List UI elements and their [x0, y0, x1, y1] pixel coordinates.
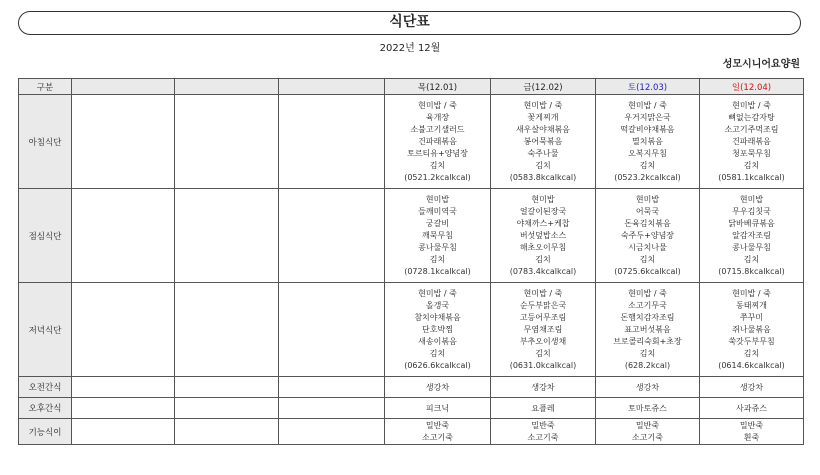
menu-item: 소고기주먹조림 — [724, 124, 779, 134]
functional-diet-cell — [596, 419, 700, 445]
empty-cell — [279, 419, 385, 445]
menu-item: 소고기죽 — [632, 433, 663, 443]
menu-item: 현미밥 / 죽 — [523, 100, 563, 110]
functional-diet-cell — [700, 419, 804, 445]
menu-item: 참치야채볶음 — [414, 312, 461, 322]
meal-label: 점심식단 — [19, 189, 72, 283]
empty-cell — [279, 377, 385, 398]
menu-item: 무염채조림 — [523, 324, 563, 334]
menu-item: 표고버섯볶음 — [624, 324, 671, 334]
empty-cell — [175, 95, 279, 189]
calorie-value: (0614.6kcalkcal) — [718, 361, 785, 371]
snack-cell: 생강차 — [700, 377, 804, 398]
header-row — [19, 79, 804, 95]
menu-item: 무우김칫국 — [732, 206, 771, 216]
empty-cell — [72, 398, 175, 419]
menu-item: 김치 — [429, 255, 446, 265]
menu-item: 닭바베큐볶음 — [728, 218, 775, 228]
menu-item: 단호박찜 — [422, 324, 453, 334]
menu-item: 현미밥 — [739, 194, 764, 204]
menu-item: 깨묵무침 — [422, 230, 453, 240]
menu-cell — [596, 189, 700, 283]
dinner-row — [19, 283, 804, 377]
menu-item: 김치 — [429, 161, 446, 171]
menu-item: 고등어무조림 — [519, 312, 567, 322]
menu-item: 현미밥 — [531, 194, 555, 204]
menu-item: 뼈없는감자탕 — [728, 112, 775, 122]
menu-item: 봉어묵볶음 — [523, 136, 563, 146]
menu-item: 김치 — [743, 255, 760, 265]
calorie-value: (0715.8kcalkcal) — [718, 267, 785, 277]
menu-item: 꽃게찌개 — [527, 112, 559, 122]
menu-item: 올갱국 — [425, 300, 450, 310]
calorie-value: (0581.1kcalkcal) — [718, 173, 785, 183]
menu-item: 쥐나물볶음 — [732, 324, 771, 334]
menu-item: 우거지맑은국 — [624, 112, 671, 122]
menu-item: 현미밥 / 죽 — [418, 100, 457, 110]
menu-item: 소고기죽 — [527, 433, 559, 443]
menu-cell — [385, 189, 491, 283]
breakfast-row — [19, 95, 804, 189]
morning-snack-row — [19, 377, 804, 398]
menu-date: 2022년 12월 — [379, 43, 441, 54]
empty-cell — [175, 419, 279, 445]
menu-cell — [385, 95, 491, 189]
menu-item: 건파래볶음 — [418, 136, 457, 146]
menu-item: 들깨미역국 — [418, 206, 457, 216]
menu-item: 김치 — [639, 255, 656, 265]
menu-item: 소고기죽 — [422, 433, 453, 443]
menu-item: 버섯덮밥소스 — [519, 230, 567, 240]
menu-item: 쭈꾸미 — [739, 312, 764, 322]
menu-item: 멸치볶음 — [632, 136, 663, 146]
snack-label: 오전간식 — [19, 377, 72, 398]
menu-item: 야채까스+케찹 — [516, 218, 570, 228]
menu-item: 밀반죽 — [531, 421, 555, 430]
menu-cell — [596, 95, 700, 189]
menu-item: 토르티유+양념장 — [407, 149, 468, 159]
empty-cell — [279, 95, 385, 189]
snack-cell: 생강차 — [491, 377, 596, 398]
menu-item: 김치 — [743, 349, 760, 359]
empty-cell — [72, 283, 175, 377]
calorie-value: (0783.4kcalkcal) — [509, 267, 577, 277]
menu-item: 청포묵무침 — [732, 149, 771, 159]
menu-item: 김치 — [535, 161, 551, 171]
menu-item: 밀반죽 — [425, 421, 450, 430]
day-header-sat: 토(12.03) — [596, 79, 700, 95]
menu-item: 현미밥 / 죽 — [732, 288, 771, 298]
afternoon-snack-row — [19, 398, 804, 419]
menu-item: 현미밥 — [635, 194, 660, 204]
calorie-value: (0728.1kcalkcal) — [404, 267, 471, 277]
empty-cell — [175, 398, 279, 419]
menu-item: 건파래볶음 — [732, 136, 771, 146]
menu-cell — [491, 283, 596, 377]
meal-label: 저녁식단 — [19, 283, 72, 377]
snack-cell: 생강차 — [385, 377, 491, 398]
menu-cell — [700, 283, 804, 377]
empty-day-header — [175, 79, 279, 95]
menu-item: 흰죽 — [743, 433, 760, 443]
empty-day-header — [72, 79, 175, 95]
empty-cell — [72, 377, 175, 398]
menu-cell — [491, 95, 596, 189]
meal-label: 아침식단 — [19, 95, 72, 189]
calorie-value: (0725.6kcalkcal) — [614, 267, 681, 277]
menu-cell — [700, 95, 804, 189]
menu-item: 떡갈비야채볶음 — [620, 124, 675, 134]
meal-plan-table — [18, 78, 804, 445]
day-header-fri: 금(12.02) — [491, 79, 596, 95]
menu-item: 소고기무국 — [628, 300, 667, 310]
snack-cell: 생강차 — [596, 377, 700, 398]
menu-item: 동태찌개 — [736, 300, 767, 310]
menu-item: 새송이볶음 — [418, 337, 457, 347]
menu-item: 궁갈비 — [425, 218, 450, 228]
menu-item: 시금치나물 — [628, 243, 667, 253]
snack-label: 오후간식 — [19, 398, 72, 419]
calorie-value: (0631.0kcalkcal) — [509, 361, 577, 371]
calorie-value: (628.2kcal) — [624, 361, 671, 371]
empty-cell — [175, 283, 279, 377]
menu-item: 김치 — [535, 255, 551, 265]
menu-item: 밀반죽 — [739, 421, 764, 430]
lunch-row — [19, 189, 804, 283]
menu-item: 육개장 — [425, 112, 450, 122]
snack-cell: 요플레 — [491, 398, 596, 419]
menu-item: 현미밥 / 죽 — [628, 100, 667, 110]
menu-cell — [491, 189, 596, 283]
snack-cell: 토마토쥬스 — [596, 398, 700, 419]
menu-item: 콩나물무침 — [732, 243, 771, 253]
empty-cell — [72, 189, 175, 283]
menu-item: 김치 — [429, 349, 446, 359]
empty-cell — [175, 189, 279, 283]
menu-item: 김치 — [639, 349, 656, 359]
menu-item: 해초오이무침 — [519, 243, 567, 253]
functional-diet-cell — [491, 419, 596, 445]
menu-cell — [700, 189, 804, 283]
menu-item: 현미밥 / 죽 — [628, 288, 667, 298]
menu-item: 현미밥 — [425, 194, 450, 204]
menu-cell — [596, 283, 700, 377]
menu-cell — [385, 283, 491, 377]
functional-diet-row — [19, 419, 804, 445]
menu-item: 콩나물무침 — [418, 243, 457, 253]
page-title: 식단표 — [18, 11, 801, 35]
menu-item: 김치 — [743, 161, 760, 171]
empty-cell — [279, 189, 385, 283]
menu-item: 현미밥 / 죽 — [523, 288, 563, 298]
functional-diet-cell — [385, 419, 491, 445]
empty-cell — [279, 283, 385, 377]
corner-label: 구분 — [19, 79, 72, 95]
day-header-sun: 일(12.04) — [700, 79, 804, 95]
calorie-value: (0626.6kcalkcal) — [404, 361, 471, 371]
menu-item: 소불고기샐러드 — [410, 124, 465, 134]
menu-item: 돈햄치감자조림 — [620, 312, 675, 322]
facility-name: 성모시니어요양원 — [722, 59, 800, 70]
menu-item: 쑥갓두부무침 — [728, 337, 775, 347]
menu-item: 돈육김치볶음 — [624, 218, 671, 228]
menu-item: 밀반죽 — [635, 421, 660, 430]
empty-day-header — [279, 79, 385, 95]
menu-item: 순두부맑은국 — [519, 300, 567, 310]
menu-item: 김치 — [535, 349, 551, 359]
functional-diet-label: 기능식이 — [19, 419, 72, 445]
empty-cell — [72, 95, 175, 189]
calorie-value: (0521.2kcalkcal) — [404, 173, 471, 183]
menu-item: 숙주두+양념장 — [620, 230, 675, 240]
menu-item: 새우살야채볶음 — [515, 124, 571, 134]
day-header-thu: 목(12.01) — [385, 79, 491, 95]
menu-item: 숙주나물 — [527, 149, 559, 159]
menu-item: 현미밥 / 죽 — [732, 100, 771, 110]
menu-item: 부추오이생채 — [519, 337, 567, 347]
empty-cell — [72, 419, 175, 445]
empty-cell — [175, 377, 279, 398]
menu-item: 어묵국 — [635, 206, 660, 216]
calorie-value: (0523.2kcalkcal) — [614, 173, 681, 183]
menu-item: 현미밥 / 죽 — [418, 288, 457, 298]
menu-item: 김치 — [639, 161, 656, 171]
empty-cell — [279, 398, 385, 419]
menu-item: 얼갈이된장국 — [519, 206, 567, 216]
menu-item: 브로콜리숙회+초장 — [613, 337, 682, 347]
snack-cell: 사과쥬스 — [700, 398, 804, 419]
menu-item: 오복지무침 — [628, 149, 667, 159]
snack-cell: 피크닉 — [385, 398, 491, 419]
calorie-value: (0583.8kcalkcal) — [509, 173, 577, 183]
menu-item: 알감자조림 — [732, 230, 771, 240]
